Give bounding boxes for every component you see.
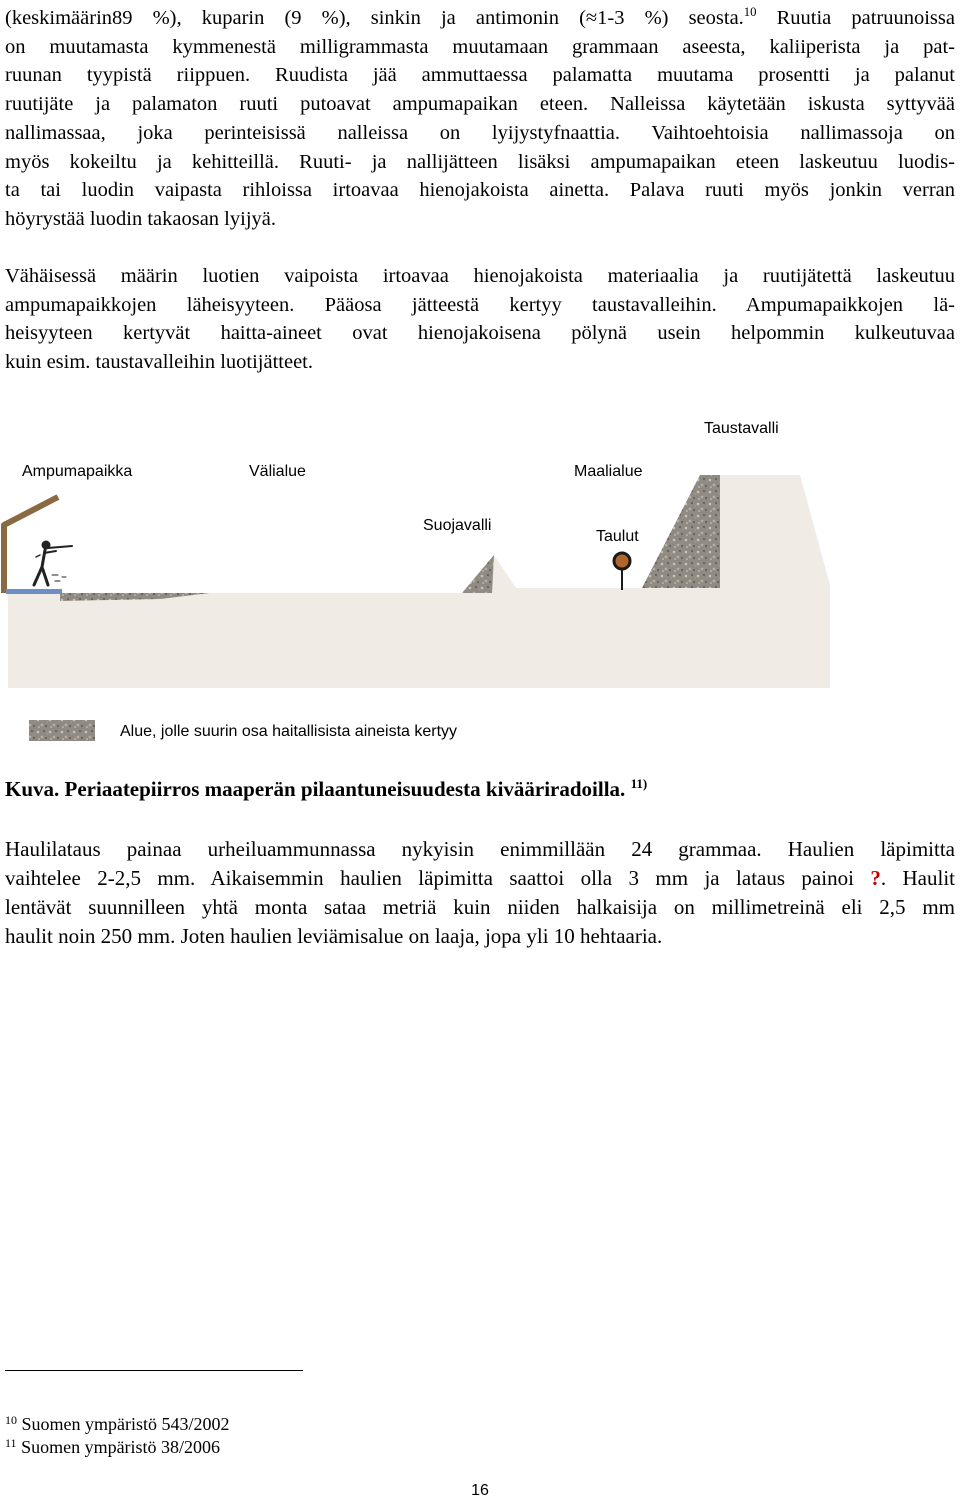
gravel-backstop-face [642, 475, 720, 588]
text-line: vaihtelee 2-2,5 mm. Aikaisemmin haulien läpimitta saattoi olla 3 mm ja lataus painoi ?. Haulit [5, 866, 955, 890]
text-line: ampumapaikkojen läheisyyteen. Pääosa jätteestä kertyy taustavalleihin. Ampumapaikkojen lä- [5, 293, 955, 316]
shooter-figure [34, 541, 72, 585]
text-line: Haulilataus painaa urheiluammunnassa nykyisin enimmillään 24 grammaa. Haulien läpimitta [5, 837, 955, 861]
text-line: kuin esim. taustavalleihin luotijätteet. [5, 351, 314, 374]
shooting-range-diagram [0, 405, 960, 755]
body-paragraph-1 [5, 4, 955, 234]
body-paragraph-3 [5, 835, 955, 951]
text-line: ruunan tyypistä riippuen. Ruudista jää ammuttaessa palamatta muutama prosentti ja palanut [5, 64, 955, 87]
text-line: (keskimäärin89 %), kuparin (9 %), sinkin ja antimonin (≈1-3 %) seosta.$^{10}$ Ruutia patruunoissa [5, 5, 955, 29]
text-line: Vähäisessä määrin luotien vaipoista irtoavaa hienojakoista materiaalia ja ruutijätettä laskeutuu [5, 265, 955, 287]
caption-reference: 11) [630, 776, 648, 791]
text-line: lentävät suunnilleen yhtä monta sataa metriä kuin niiden halkaisija on millimetreinä eli 2,5 mm [5, 895, 955, 919]
label-taustavalli: Taustavalli [704, 420, 779, 437]
text-line: haulit noin 250 mm. Joten haulien leviämisalue on laaja, jopa yli 10 hehtaaria. [5, 924, 663, 948]
footnote-11: $^{11}$ Suomen ympäristö 38/2006 [5, 1436, 221, 1457]
target-icon [614, 553, 630, 569]
gravel-protective-berm [462, 555, 494, 593]
text-line: myös kokeiltu ja kehitteillä. Ruuti- ja nallijätteen lisäksi ampumapaikan eteen laskeutuu luodis- [5, 150, 955, 173]
missing-value-marker: ? [870, 866, 881, 890]
label-ampumapaikka: Ampumapaikka [22, 463, 133, 480]
body-paragraph-2 [5, 262, 955, 377]
text-line: ta tai luodin vaipasta rihloissa irtoavaa hienojakoista ainetta. Palava ruuti myös jonkin verran [5, 179, 955, 202]
text-line: ruutijäte ja palamaton ruuti putoavat ampumapaikan eteen. Nalleissa käytetään iskusta syttyvää [5, 93, 955, 116]
footnote-separator [5, 1370, 303, 1371]
legend-swatch [29, 720, 95, 741]
page-number: 16 [471, 1482, 489, 1499]
label-suojavalli: Suojavalli [423, 517, 492, 534]
text-line: on muutamasta kymmenestä milligrammasta muutamaan grammaan aseesta, kaliiperista ja pat- [5, 35, 955, 58]
text-line: heisyyteen kertyvät haitta-aineet ovat hienojakoisena pölynä usein helpommin kulkeutuvaa [5, 322, 955, 345]
label-taulut: Taulut [596, 528, 639, 545]
shooting-platform [6, 589, 62, 594]
footnote-ref-10: 10 [743, 5, 757, 20]
text-line: nallimassaa, joka perinteisissä nalleissa on lyijystyfnaattia. Vaihtoehtoisia nallimassoja on [5, 121, 955, 144]
footnote-10: $^{10}$ Suomen ympäristö 543/2002 [5, 1413, 230, 1434]
figure-caption: Kuva. Periaatepiirros maaperän pilaantuneisuudesta kivääriradoilla. $^{11)}$ [5, 776, 648, 801]
text-line: höyrystää luodin takaosan lyijyä. [5, 207, 276, 230]
label-maalialue: Maalialue [574, 463, 643, 480]
legend-text: Alue, jolle suurin osa haitallisista aineista kertyy [120, 723, 458, 740]
label-valialue: Välialue [249, 463, 306, 480]
